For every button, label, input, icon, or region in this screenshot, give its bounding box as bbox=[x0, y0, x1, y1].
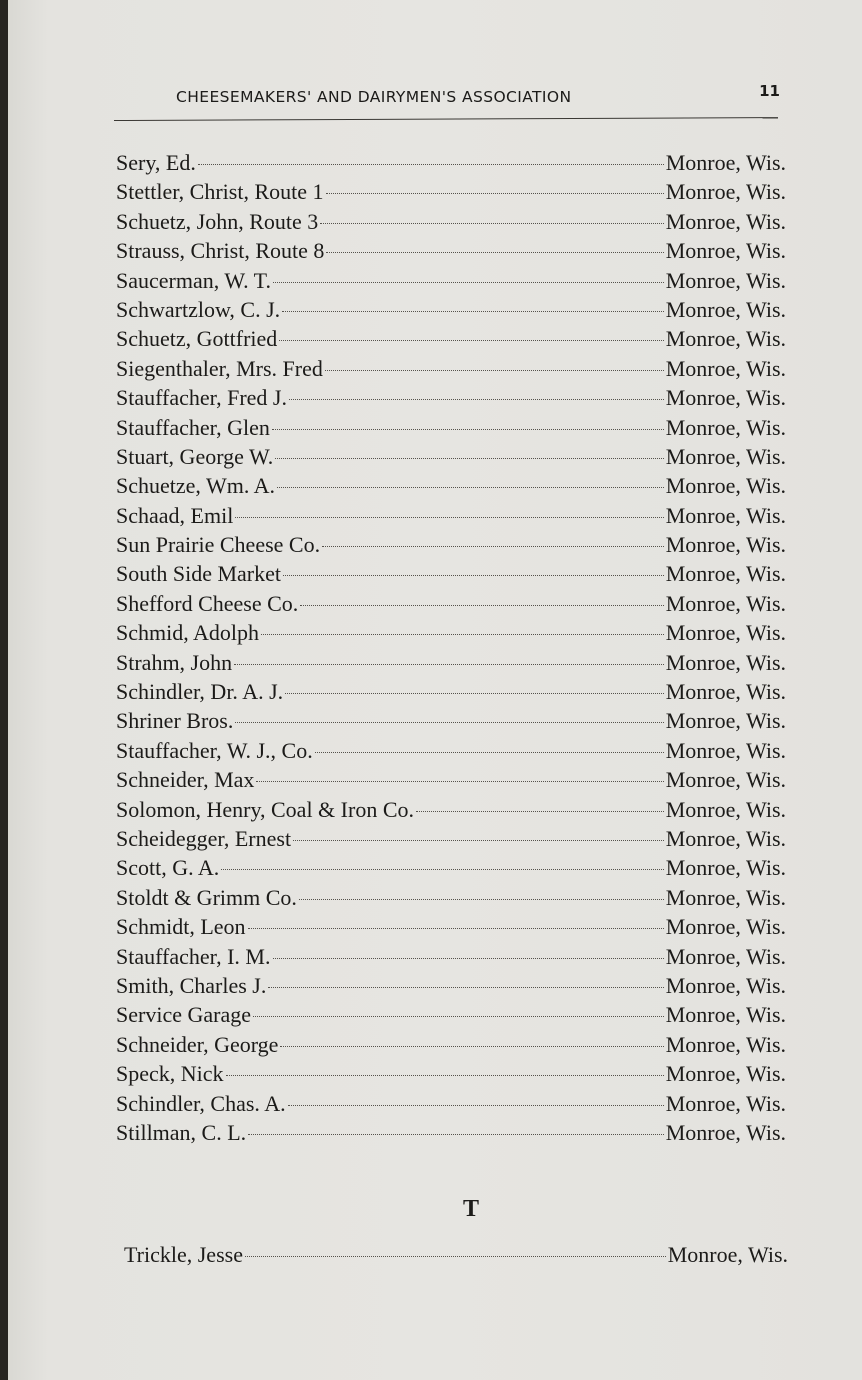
member-name: Schaad, Emil bbox=[116, 502, 234, 528]
member-name: Schuetz, John, Route 3 bbox=[116, 208, 319, 234]
member-town: Monroe, Wis. bbox=[665, 561, 786, 587]
member-town: Monroe, Wis. bbox=[665, 1061, 786, 1087]
member-town: Monroe, Wis. bbox=[665, 914, 786, 940]
dot-leader bbox=[268, 987, 663, 988]
member-town: Monroe, Wis. bbox=[665, 1002, 786, 1028]
dot-leader bbox=[320, 223, 663, 224]
member-entry bbox=[116, 883, 786, 912]
member-entry bbox=[116, 413, 786, 442]
page-number: 11 bbox=[759, 82, 780, 100]
member-name: Stauffacher, W. J., Co. bbox=[116, 737, 313, 763]
member-name: Schwartzlow, C. J. bbox=[116, 296, 281, 322]
member-name: Stauffacher, Fred J. bbox=[116, 385, 287, 411]
dot-leader bbox=[273, 282, 664, 283]
member-entry bbox=[116, 530, 786, 559]
member-town: Monroe, Wis. bbox=[665, 208, 786, 234]
member-entry bbox=[116, 177, 786, 206]
member-town: Monroe, Wis. bbox=[665, 179, 786, 205]
dot-leader bbox=[299, 899, 664, 900]
running-header bbox=[114, 80, 778, 110]
dot-leader bbox=[416, 811, 664, 812]
member-entry bbox=[116, 736, 786, 765]
member-town: Monroe, Wis. bbox=[665, 767, 786, 793]
member-town: Monroe, Wis. bbox=[665, 502, 786, 528]
member-entry bbox=[116, 471, 786, 500]
member-town: Monroe, Wis. bbox=[665, 708, 786, 734]
dot-leader bbox=[221, 869, 663, 870]
member-entry bbox=[116, 971, 786, 1000]
member-entry bbox=[116, 207, 786, 236]
dot-leader bbox=[277, 487, 664, 488]
member-entry bbox=[116, 795, 786, 824]
member-name: Schneider, George bbox=[116, 1031, 279, 1057]
member-entry bbox=[116, 706, 786, 735]
dot-leader bbox=[245, 1256, 666, 1257]
member-entry bbox=[116, 618, 786, 647]
member-name: Strauss, Christ, Route 8 bbox=[116, 238, 325, 264]
member-town: Monroe, Wis. bbox=[665, 355, 786, 381]
member-name: Scheidegger, Ernest bbox=[116, 825, 292, 851]
member-entry bbox=[116, 853, 786, 882]
member-name: Sery, Ed. bbox=[116, 150, 196, 175]
member-town: Monroe, Wis. bbox=[665, 414, 786, 440]
dot-leader bbox=[288, 1105, 664, 1106]
dot-leader bbox=[234, 664, 664, 665]
member-town: Monroe, Wis. bbox=[665, 1119, 786, 1145]
member-entry bbox=[116, 383, 786, 412]
member-entry bbox=[116, 295, 786, 324]
dot-leader bbox=[261, 634, 664, 635]
member-town: Monroe, Wis. bbox=[665, 296, 786, 322]
member-entry bbox=[116, 824, 786, 853]
member-entry bbox=[116, 648, 786, 677]
header-rule bbox=[114, 117, 778, 121]
dot-leader bbox=[248, 1134, 664, 1135]
member-town: Monroe, Wis. bbox=[665, 1090, 786, 1116]
dot-leader bbox=[325, 370, 664, 371]
dot-leader bbox=[198, 164, 664, 165]
dot-leader bbox=[248, 928, 664, 929]
dot-leader bbox=[283, 575, 664, 576]
member-town: Monroe, Wis. bbox=[665, 267, 786, 293]
member-town: Monroe, Wis. bbox=[667, 1242, 788, 1267]
member-entry bbox=[116, 148, 786, 177]
member-entry bbox=[116, 677, 786, 706]
member-town: Monroe, Wis. bbox=[665, 150, 786, 175]
member-list-s bbox=[116, 148, 786, 1147]
member-town: Monroe, Wis. bbox=[665, 737, 786, 763]
dot-leader bbox=[280, 1046, 663, 1047]
member-name: Stoldt & Grimm Co. bbox=[116, 884, 297, 910]
dot-leader bbox=[322, 546, 664, 547]
dot-leader bbox=[253, 1016, 664, 1017]
member-name: Speck, Nick bbox=[116, 1061, 224, 1087]
member-name: Saucerman, W. T. bbox=[116, 267, 271, 293]
dot-leader bbox=[275, 458, 663, 459]
member-town: Monroe, Wis. bbox=[665, 855, 786, 881]
member-entry bbox=[116, 1000, 786, 1029]
member-town: Monroe, Wis. bbox=[665, 796, 786, 822]
dot-leader bbox=[326, 252, 663, 253]
dot-leader bbox=[256, 781, 663, 782]
member-town: Monroe, Wis. bbox=[665, 385, 786, 411]
member-entry bbox=[116, 1089, 786, 1118]
member-town: Monroe, Wis. bbox=[665, 238, 786, 264]
member-town: Monroe, Wis. bbox=[665, 649, 786, 675]
member-list-t bbox=[124, 1240, 788, 1269]
member-town: Monroe, Wis. bbox=[665, 679, 786, 705]
member-name: Shriner Bros. bbox=[116, 708, 234, 734]
member-entry bbox=[116, 1030, 786, 1059]
running-title: CHEESEMAKERS' AND DAIRYMEN'S ASSOCIATION bbox=[176, 88, 572, 106]
member-name: Siegenthaler, Mrs. Fred bbox=[116, 355, 323, 381]
member-town: Monroe, Wis. bbox=[665, 1031, 786, 1057]
dot-leader bbox=[235, 722, 663, 723]
member-entry bbox=[116, 501, 786, 530]
member-entry bbox=[116, 912, 786, 941]
member-entry bbox=[116, 942, 786, 971]
member-town: Monroe, Wis. bbox=[665, 326, 786, 352]
dot-leader bbox=[293, 840, 664, 841]
member-town: Monroe, Wis. bbox=[665, 473, 786, 499]
dot-leader bbox=[285, 693, 664, 694]
member-name: Stettler, Christ, Route 1 bbox=[116, 179, 324, 205]
dot-leader bbox=[226, 1075, 664, 1076]
dot-leader bbox=[272, 429, 664, 430]
member-name: Schuetz, Gottfried bbox=[116, 326, 278, 352]
dot-leader bbox=[279, 340, 663, 341]
book-page bbox=[8, 0, 862, 1380]
member-entry bbox=[116, 1118, 786, 1147]
member-name: Stauffacher, I. M. bbox=[116, 943, 271, 969]
member-name: Schindler, Chas. A. bbox=[116, 1090, 286, 1116]
member-name: Stauffacher, Glen bbox=[116, 414, 270, 440]
member-entry bbox=[116, 1059, 786, 1088]
member-name: Trickle, Jesse bbox=[124, 1242, 243, 1267]
member-entry bbox=[116, 442, 786, 471]
member-entry bbox=[116, 266, 786, 295]
member-name: Shefford Cheese Co. bbox=[116, 590, 299, 616]
member-name: Stuart, George W. bbox=[116, 443, 274, 469]
member-name: Schneider, Max bbox=[116, 767, 255, 793]
member-name: Solomon, Henry, Coal & Iron Co. bbox=[116, 796, 414, 822]
section-letter-t: T bbox=[463, 1196, 480, 1222]
member-name: Schmid, Adolph bbox=[116, 620, 260, 646]
member-name: Schmidt, Leon bbox=[116, 914, 246, 940]
member-town: Monroe, Wis. bbox=[665, 884, 786, 910]
member-entry bbox=[124, 1240, 788, 1269]
member-name: Strahm, John bbox=[116, 649, 233, 675]
member-name: Sun Prairie Cheese Co. bbox=[116, 532, 321, 558]
member-town: Monroe, Wis. bbox=[665, 443, 786, 469]
member-name: South Side Market bbox=[116, 561, 281, 587]
member-entry bbox=[116, 589, 786, 618]
member-town: Monroe, Wis. bbox=[665, 825, 786, 851]
dot-leader bbox=[300, 605, 663, 606]
dot-leader bbox=[315, 752, 664, 753]
member-town: Monroe, Wis. bbox=[665, 972, 786, 998]
dot-leader bbox=[289, 399, 664, 400]
member-town: Monroe, Wis. bbox=[665, 943, 786, 969]
member-name: Schuetze, Wm. A. bbox=[116, 473, 276, 499]
member-entry bbox=[116, 324, 786, 353]
member-entry bbox=[116, 236, 786, 265]
member-entry bbox=[116, 765, 786, 794]
member-name: Service Garage bbox=[116, 1002, 251, 1028]
dot-leader bbox=[282, 311, 664, 312]
member-name: Smith, Charles J. bbox=[116, 972, 267, 998]
dot-leader bbox=[326, 193, 664, 194]
member-entry bbox=[116, 354, 786, 383]
member-name: Scott, G. A. bbox=[116, 855, 220, 881]
member-town: Monroe, Wis. bbox=[665, 590, 786, 616]
dot-leader bbox=[273, 958, 664, 959]
dot-leader bbox=[235, 517, 663, 518]
member-town: Monroe, Wis. bbox=[665, 532, 786, 558]
member-name: Stillman, C. L. bbox=[116, 1119, 247, 1145]
member-entry bbox=[116, 559, 786, 588]
member-name: Schindler, Dr. A. J. bbox=[116, 679, 284, 705]
member-town: Monroe, Wis. bbox=[665, 620, 786, 646]
